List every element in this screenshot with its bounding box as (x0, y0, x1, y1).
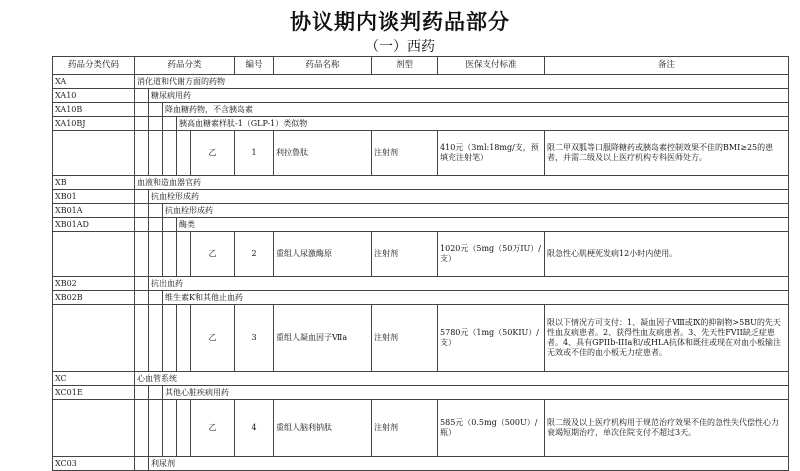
indent-cell (163, 131, 177, 176)
indent-cell (149, 400, 163, 457)
indent-cell (149, 218, 163, 232)
category-code: XA (53, 75, 135, 89)
category-label: 其他心脏疾病用药 (163, 386, 789, 400)
header-code: 药品分类代码 (53, 57, 135, 75)
indent-cell (177, 400, 191, 457)
table-row (53, 176, 789, 190)
drug-number: 3 (235, 305, 274, 372)
table-row (53, 372, 789, 386)
empty-code-cell (53, 400, 135, 457)
empty-code-cell (53, 305, 135, 372)
category-code: XA10 (53, 89, 135, 103)
drug-name: 重组人脑利钠肽 (274, 400, 372, 457)
drug-name: 重组人尿激酶原 (274, 232, 372, 277)
empty-code-cell (53, 131, 135, 176)
indent-cell (149, 386, 163, 400)
table-row (53, 291, 789, 305)
indent-cell (135, 400, 149, 457)
header-category: 药品分类 (135, 57, 235, 75)
indent-cell (163, 117, 177, 131)
indent-cell (163, 305, 177, 372)
indent-cell (135, 117, 149, 131)
drug-number: 2 (235, 232, 274, 277)
indent-cell (135, 291, 149, 305)
indent-cell (135, 232, 149, 277)
indent-cell (135, 218, 149, 232)
category-label: 糖尿病用药 (149, 89, 789, 103)
table-row (53, 117, 789, 131)
indent-cell (163, 218, 177, 232)
category-label: 抗出血药 (149, 277, 789, 291)
category-label: 抗血栓形成药 (149, 190, 789, 204)
drug-remark: 限急性心肌梗死发病12小时内使用。 (545, 232, 789, 277)
category-label: 心血管系统 (135, 372, 789, 386)
drug-standard: 1020元（5mg（50万IU）/支） (438, 232, 545, 277)
table-row (53, 103, 789, 117)
drug-standard: 410元（3ml:18mg/支，预填充注射笔） (438, 131, 545, 176)
header-remarks: 备注 (545, 57, 789, 75)
table-row (53, 218, 789, 232)
category-code: XB01A (53, 204, 135, 218)
drug-form: 注射剂 (372, 131, 438, 176)
category-label: 利尿剂 (149, 457, 789, 471)
category-code: XC01E (53, 386, 135, 400)
indent-cell (135, 190, 149, 204)
indent-cell (135, 103, 149, 117)
indent-cell (135, 386, 149, 400)
indent-cell (177, 232, 191, 277)
indent-cell (163, 400, 177, 457)
category-label: 胰高血糖素样肽-1（GLP-1）类似物 (177, 117, 789, 131)
category-code: XA10B (53, 103, 135, 117)
empty-code-cell (53, 232, 135, 277)
category-code: XC03 (53, 457, 135, 471)
header-number: 编号 (235, 57, 274, 75)
drug-standard: 585元（0.5mg（500U）/瓶） (438, 400, 545, 457)
category-code: XA10BJ (53, 117, 135, 131)
drug-form: 注射剂 (372, 305, 438, 372)
indent-cell (177, 131, 191, 176)
indent-cell (135, 131, 149, 176)
category-code: XB02B (53, 291, 135, 305)
header-form: 剂型 (372, 57, 438, 75)
table-row (53, 190, 789, 204)
drug-row (53, 400, 789, 457)
table-row (53, 89, 789, 103)
table-row (53, 457, 789, 471)
drug-name: 重组人凝血因子Ⅶa (274, 305, 372, 372)
drug-row (53, 305, 789, 372)
indent-cell (149, 204, 163, 218)
indent-cell (149, 131, 163, 176)
table-row (53, 204, 789, 218)
drug-remark: 限二甲双胍等口服降糖药或胰岛素控制效果不佳的BMI≥25的患者，并需二级及以上医疗机构专科医师处方。 (545, 131, 789, 176)
category-label: 消化道和代谢方面的药物 (135, 75, 789, 89)
indent-cell (135, 204, 149, 218)
drug-row (53, 232, 789, 277)
drug-number: 4 (235, 400, 274, 457)
category-label: 血液和造血器官药 (135, 176, 789, 190)
category-code: XC (53, 372, 135, 386)
indent-cell (135, 457, 149, 471)
category-label: 降血糖药物，不含胰岛素 (163, 103, 789, 117)
category-code: XB01AD (53, 218, 135, 232)
drug-standard: 5780元（1mg（50KIU）/支） (438, 305, 545, 372)
grade-cell: 乙 (191, 400, 235, 457)
table-row (53, 277, 789, 291)
category-code: XB02 (53, 277, 135, 291)
indent-cell (177, 305, 191, 372)
indent-cell (135, 305, 149, 372)
document-title: 协议期内谈判药品部分 (290, 9, 510, 34)
drug-remark: 限二级及以上医疗机构用于规范治疗效果不佳的急性失代偿性心力衰竭短期治疗，单次住院支付不超过3天。 (545, 400, 789, 457)
indent-cell (149, 232, 163, 277)
grade-cell: 乙 (191, 232, 235, 277)
table-row (53, 386, 789, 400)
drug-row (53, 131, 789, 176)
indent-cell (163, 232, 177, 277)
category-label: 抗血栓形成药 (163, 204, 789, 218)
indent-cell (135, 277, 149, 291)
drug-name: 利拉鲁肽 (274, 131, 372, 176)
indent-cell (149, 291, 163, 305)
header-name: 药品名称 (274, 57, 372, 75)
category-label: 酶类 (177, 218, 789, 232)
indent-cell (135, 89, 149, 103)
drug-remark: 限以下情况方可支付：1、凝血因子Ⅷ或Ⅸ的抑制物>5BU的先天性血友病患者。2、获得性血友病患者。3、先天性FVII缺乏症患者。4、具有GPIIb-IIIa和/或HLA抗体和既往或现在对血小板输注无效或不佳的血小板无力症患者。 (545, 305, 789, 372)
section-subtitle: （一）西药 (365, 39, 435, 55)
drug-form: 注射剂 (372, 232, 438, 277)
indent-cell (149, 103, 163, 117)
category-code: XB01 (53, 190, 135, 204)
indent-cell (149, 117, 163, 131)
indent-cell (149, 305, 163, 372)
drug-table (52, 56, 789, 471)
table-row (53, 75, 789, 89)
grade-cell: 乙 (191, 131, 235, 176)
category-code: XB (53, 176, 135, 190)
header-row (53, 57, 789, 75)
grade-cell: 乙 (191, 305, 235, 372)
header-standard: 医保支付标准 (438, 57, 545, 75)
drug-number: 1 (235, 131, 274, 176)
drug-form: 注射剂 (372, 400, 438, 457)
category-label: 维生素K和其他止血药 (163, 291, 789, 305)
